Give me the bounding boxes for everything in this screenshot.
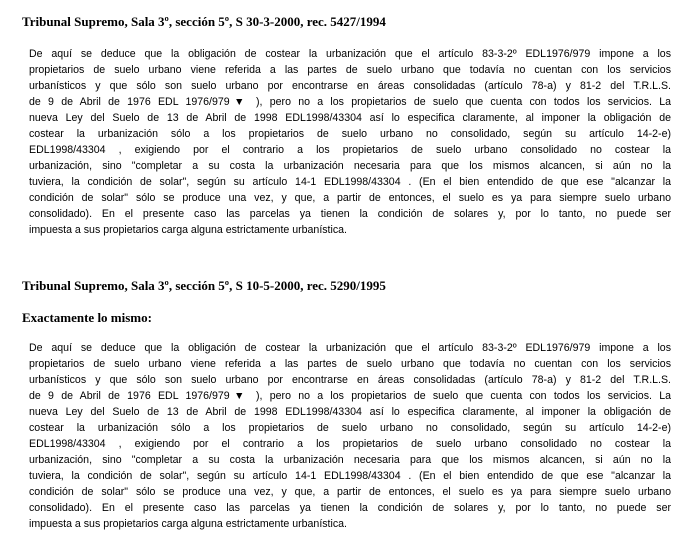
excerpt-line: tuviera, la condición de solar", según su artículo 14-1 EDL1998/43304 . (En el bien entendido de que ese "alcanzar la [29, 470, 671, 482]
excerpt-line: consolidado). En el presente caso las parcelas ya tienen la condición de solares y, por lo tanto, no puede ser [29, 502, 671, 514]
section-1-heading: Tribunal Supremo, Sala 3º, sección 5º, S 30-3-2000, rec. 5427/1994 [22, 14, 386, 29]
excerpt-line: urbanísticos y que sólo son suelo urbano por encontrarse en áreas consolidadas (artículo 78-a) y 81-2 del T.R.L.S. [29, 374, 671, 386]
excerpt-line: propietarios de suelo urbano viene referida a las partes de suelo urbano que todavía no cuentan con los servicios [29, 64, 671, 76]
excerpt-line: de 9 de Abril de 1976 EDL 1976/979▼ ), pero no a los propietarios de suelo que cuenta con todos los servicios. La [29, 96, 671, 108]
section-2-subheading: Exactamente lo mismo: [22, 310, 152, 325]
excerpt-line: impuesta a sus propietarios carga alguna estrictamente urbanística. [29, 224, 347, 236]
excerpt-line: condición de solar" sólo se produce una vez, y que, a partir de entonces, el suelo es ya para siempre suelo urbano [29, 486, 671, 498]
excerpt-line: urbanísticos y que sólo son suelo urbano por encontrarse en áreas consolidadas (artículo 78-a) y 81-2 del T.R.L.S. [29, 80, 671, 92]
excerpt-line: impuesta a sus propietarios carga alguna estrictamente urbanística. [29, 518, 347, 530]
excerpt-line: EDL1998/43304 , exigiendo por el contrario a los propietarios de suelo urbano consolidado no costear la [29, 144, 671, 156]
excerpt-line: condición de solar" sólo se produce una vez, y que, a partir de entonces, el suelo es ya para siempre suelo urbano [29, 192, 671, 204]
excerpt-line: urbanización, sino "completar a su costa la urbanización necesaria para que los mismos alcancen, si aún no la [29, 454, 671, 466]
section-2-excerpt [29, 340, 671, 532]
excerpt-line: consolidado). En el presente caso las parcelas ya tienen la condición de solares y, por lo tanto, no puede ser [29, 208, 671, 220]
excerpt-line: urbanización, sino "completar a su costa la urbanización necesaria para que los mismos alcancen, si aún no la [29, 160, 671, 172]
excerpt-line: propietarios de suelo urbano viene referida a las partes de suelo urbano que todavía no cuentan con los servicios [29, 358, 671, 370]
excerpt-line: de 9 de Abril de 1976 EDL 1976/979▼ ), pero no a los propietarios de suelo que cuenta con todos los servicios. La [29, 390, 671, 402]
excerpt-line: nueva Ley del Suelo de 13 de Abril de 1998 EDL1998/43304 así lo especifica claramente, al imponer la obligación de [29, 112, 671, 124]
excerpt-line: costear la urbanización sólo a los propietarios de suelo urbano no consolidado, según su artículo 14-2-e) [29, 128, 671, 140]
excerpt-line: tuviera, la condición de solar", según su artículo 14-1 EDL1998/43304 . (En el bien entendido de que ese "alcanzar la [29, 176, 671, 188]
excerpt-line: EDL1998/43304 , exigiendo por el contrario a los propietarios de suelo urbano consolidado no costear la [29, 438, 671, 450]
section-2-heading: Tribunal Supremo, Sala 3º, sección 5º, S 10-5-2000, rec. 5290/1995 [22, 278, 386, 293]
excerpt-line: costear la urbanización sólo a los propietarios de suelo urbano no consolidado, según su artículo 14-2-e) [29, 422, 671, 434]
excerpt-line: De aquí se deduce que la obligación de costear la urbanización que el artículo 83-3-2º EDL1976/979 impone a los [29, 342, 671, 354]
excerpt-line: De aquí se deduce que la obligación de costear la urbanización que el artículo 83-3-2º EDL1976/979 impone a los [29, 48, 671, 60]
section-1-excerpt [29, 46, 671, 238]
excerpt-line: nueva Ley del Suelo de 13 de Abril de 1998 EDL1998/43304 así lo especifica claramente, al imponer la obligación de [29, 406, 671, 418]
